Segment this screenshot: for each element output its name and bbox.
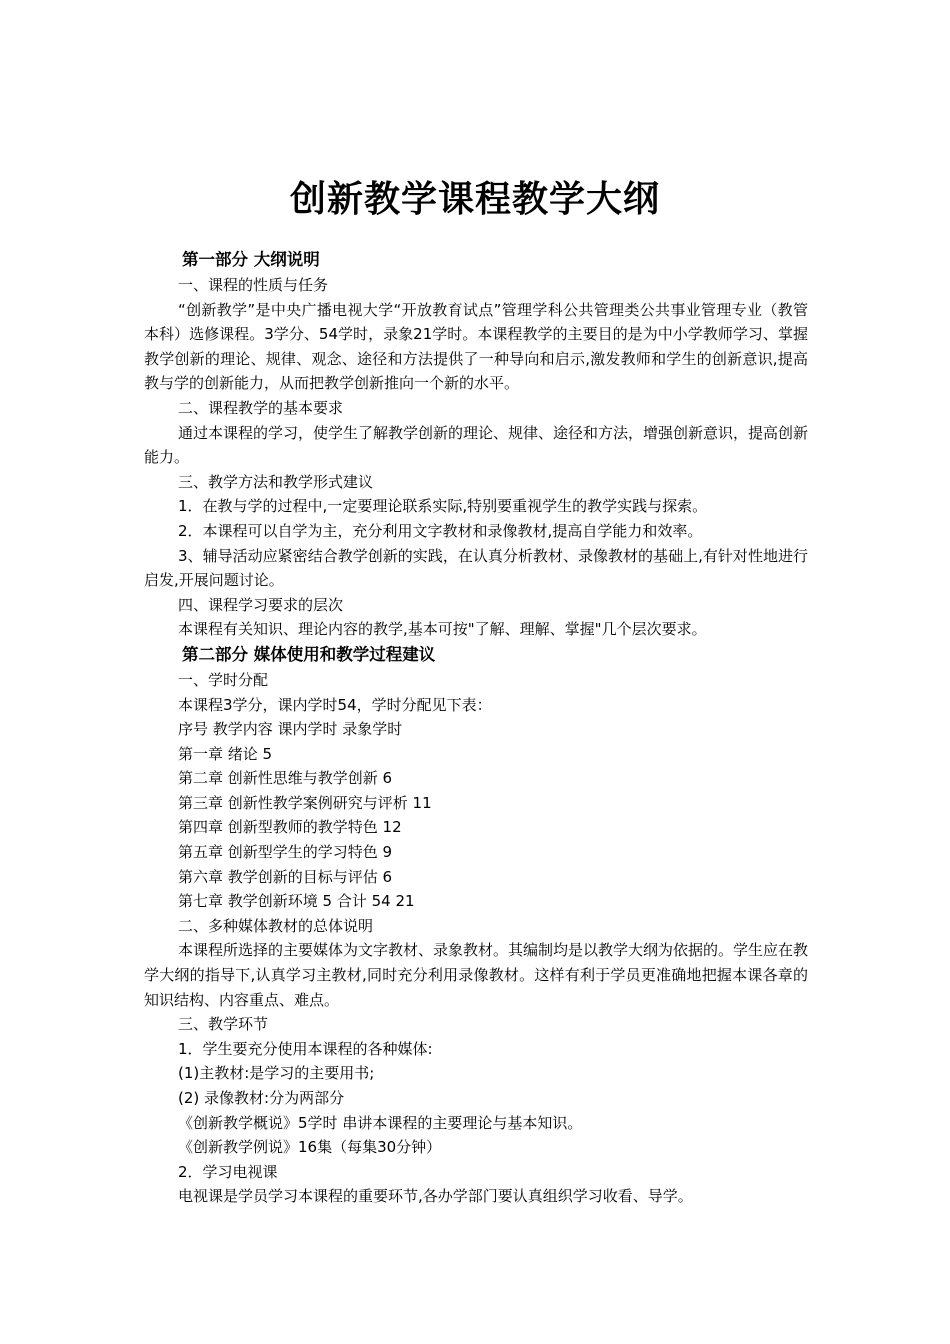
paragraph: 通过本课程的学习，使学生了解教学创新的理论、规律、途径和方法，增强创新意识，提高创新能力。 bbox=[144, 423, 809, 467]
table-row: 第二章 创新性思维与教学创新 6 bbox=[178, 769, 393, 788]
table-header: 序号 教学内容 课内学时 录象学时 bbox=[178, 720, 403, 739]
list-item: (1)主教材:是学习的主要用书; bbox=[178, 1064, 375, 1083]
document-body bbox=[144, 247, 808, 1209]
document-title: 创新教学课程教学大纲 bbox=[289, 179, 660, 220]
table-row: 第六章 教学创新的目标与评估 6 bbox=[178, 867, 393, 886]
list-item: 1．在教与学的过程中,一定要理论联系实际,特别要重视学生的教学实践与探索。 bbox=[178, 497, 708, 516]
list-item: 《创新教学概说》5学时 串讲本课程的主要理论与基本知识。 bbox=[178, 1113, 583, 1132]
list-item: (2) 录像教材:分为两部分 bbox=[178, 1089, 345, 1107]
list-item: 1．学生要充分使用本课程的各种媒体: bbox=[178, 1039, 433, 1058]
table-row: 第七章 教学创新环境 5 合计 54 21 bbox=[178, 892, 415, 911]
section-heading: 一、课程的性质与任务 bbox=[178, 276, 329, 294]
paragraph: 本课程3学分，课内学时54，学时分配见下表： bbox=[178, 695, 492, 714]
section-heading: 三、教学环节 bbox=[178, 1015, 269, 1034]
paragraph: 本课程有关知识、理论内容的教学,基本可按"了解、理解、掌握"几个层次要求。 bbox=[178, 620, 707, 639]
section-heading: 二、课程教学的基本要求 bbox=[178, 398, 344, 417]
paragraph: 电视课是学员学习本课程的重要环节,各办学部门要认真组织学习收看、导学。 bbox=[178, 1187, 693, 1206]
section-heading: 一、学时分配 bbox=[178, 670, 269, 689]
part1-heading: 第一部分 大纲说明 bbox=[182, 250, 320, 269]
table-row: 第五章 创新型学生的学习特色 9 bbox=[178, 843, 393, 862]
table-row: 第一章 绪论 5 bbox=[178, 744, 273, 763]
paragraph: “创新教学”是中央广播电视大学“开放教育试点”管理学科公共管理类公共事业管理专业（教管本科）选修课程。3学分、54学时，录象21学时。本课程教学的主要目的是为中小学教师学习、掌握教学创新的理论、规律、观念、途径和方法提供了一种导向和启示,激发教师和学生的创新意识,提高教与学的创新能力，从而把教学创新推向一个新的水平。 bbox=[144, 300, 808, 393]
table-row: 第四章 创新型教师的教学特色 12 bbox=[178, 818, 402, 837]
table-row: 第三章 创新性教学案例研究与评析 11 bbox=[178, 793, 432, 812]
paragraph: 本课程所选择的主要媒体为文字教材、录象教材。其编制均是以教学大纲为依据的。学生应在教学大纲的指导下,认真学习主教材,同时充分利用录像教材。这样有利于学员更准确地把握本课各章的知识结构、内容重点、难点。 bbox=[144, 941, 809, 1009]
section-heading: 四、课程学习要求的层次 bbox=[178, 595, 344, 614]
list-item: 2．学习电视课 bbox=[178, 1162, 278, 1181]
list-item: 《创新教学例说》16集（每集30分钟） bbox=[178, 1138, 442, 1157]
part2-heading: 第二部分 媒体使用和教学过程建议 bbox=[182, 644, 436, 664]
list-item: 3、辅导活动应紧密结合教学创新的实践，在认真分析教材、录像教材的基础上,有针对性地进行启发,开展问题讨论。 bbox=[144, 546, 808, 590]
section-heading: 三、教学方法和教学形式建议 bbox=[178, 472, 374, 491]
section-heading: 二、多种媒体教材的总体说明 bbox=[178, 916, 374, 935]
list-item: 2．本课程可以自学为主，充分利用文字教材和录像教材,提高自学能力和效率。 bbox=[178, 521, 703, 540]
